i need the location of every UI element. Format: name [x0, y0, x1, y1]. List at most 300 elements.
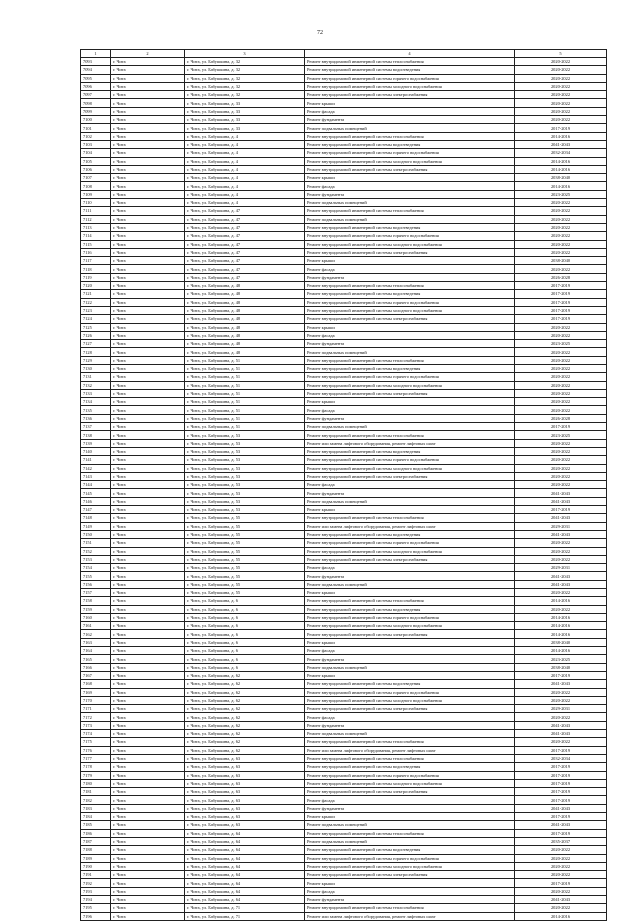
row-number-cell: 7187: [81, 837, 111, 845]
address-cell: г. Чита, ул. Бабушкина, д. 33: [185, 107, 305, 115]
table-row: [81, 837, 607, 845]
municipality-cell: г. Чита: [111, 813, 185, 821]
table-row: [81, 215, 607, 223]
period-cell: 2041-2043: [515, 514, 607, 522]
work-type-cell: Ремонт внутридомовой инженерной системы водоотведения: [305, 680, 515, 688]
row-number-cell: 7161: [81, 622, 111, 630]
period-cell: 2017-2019: [515, 771, 607, 779]
table-body: [81, 58, 607, 921]
work-type-cell: Ремонт фундамента: [305, 721, 515, 729]
municipality-cell: г. Чита: [111, 223, 185, 231]
address-cell: г. Чита, ул. Бабушкина, д. 48: [185, 298, 305, 306]
municipality-cell: г. Чита: [111, 140, 185, 148]
period-cell: 2020-2022: [515, 846, 607, 854]
municipality-cell: г. Чита: [111, 207, 185, 215]
table-row: [81, 580, 607, 588]
table-row: [81, 414, 607, 422]
address-cell: г. Чита, ул. Бабушкина, д. 48: [185, 282, 305, 290]
row-number-cell: 7184: [81, 813, 111, 821]
work-type-cell: Ремонт внутридомовой инженерной системы электроснабжения: [305, 389, 515, 397]
table-row: [81, 232, 607, 240]
address-cell: г. Чита, ул. Бабушкина, д. 51: [185, 389, 305, 397]
row-number-cell: 7099: [81, 107, 111, 115]
row-number-cell: 7189: [81, 854, 111, 862]
address-cell: г. Чита, ул. Бабушкина, д. 62: [185, 688, 305, 696]
address-cell: г. Чита, ул. Бабушкина, д. 48: [185, 306, 305, 314]
municipality-cell: г. Чита: [111, 879, 185, 887]
work-type-cell: Ремонт фундамента: [305, 273, 515, 281]
work-type-cell: Ремонт внутридомовой инженерной системы холодного водоснабжения: [305, 240, 515, 248]
work-type-cell: Ремонт внутридомовой инженерной системы холодного водоснабжения: [305, 622, 515, 630]
work-type-cell: Ремонт внутридомовой инженерной системы холодного водоснабжения: [305, 547, 515, 555]
work-type-cell: Ремонт подвальных помещений: [305, 730, 515, 738]
period-cell: 2041-2043: [515, 895, 607, 903]
work-type-cell: Ремонт фасада: [305, 713, 515, 721]
municipality-cell: г. Чита: [111, 124, 185, 132]
address-cell: г. Чита, ул. Бабушкина, д. 63: [185, 813, 305, 821]
municipality-cell: г. Чита: [111, 754, 185, 762]
period-cell: 2041-2043: [515, 530, 607, 538]
work-type-cell: Ремонт внутридомовой инженерной системы теплоснабжения: [305, 597, 515, 605]
work-type-cell: Ремонт фасада: [305, 564, 515, 572]
municipality-cell: г. Чита: [111, 323, 185, 331]
municipality-cell: г. Чита: [111, 282, 185, 290]
period-cell: 2020-2022: [515, 539, 607, 547]
work-type-cell: Ремонт внутридомовой инженерной системы горячего водоснабжения: [305, 613, 515, 621]
municipality-cell: г. Чита: [111, 564, 185, 572]
municipality-cell: г. Чита: [111, 481, 185, 489]
table-row: [81, 290, 607, 298]
work-type-cell: Ремонт фасада: [305, 481, 515, 489]
period-cell: 2017-2019: [515, 124, 607, 132]
work-type-cell: Ремонт фундамента: [305, 340, 515, 348]
row-number-cell: 7106: [81, 165, 111, 173]
municipality-cell: г. Чита: [111, 464, 185, 472]
work-type-cell: Ремонт внутридомовой инженерной системы теплоснабжения: [305, 431, 515, 439]
address-cell: г. Чита, ул. Бабушкина, д. 51: [185, 356, 305, 364]
row-number-cell: 7185: [81, 821, 111, 829]
municipality-cell: г. Чита: [111, 331, 185, 339]
work-type-cell: Ремонт внутридомовой инженерной системы холодного водоснабжения: [305, 381, 515, 389]
work-type-cell: Ремонт подвальных помещений: [305, 199, 515, 207]
row-number-cell: 7166: [81, 663, 111, 671]
row-number-cell: 7176: [81, 746, 111, 754]
municipality-cell: г. Чита: [111, 182, 185, 190]
municipality-cell: г. Чита: [111, 248, 185, 256]
address-cell: г. Чита, ул. Бабушкина, д. 51: [185, 373, 305, 381]
address-cell: г. Чита, ул. Бабушкина, д. 55: [185, 514, 305, 522]
address-cell: г. Чита, ул. Бабушкина, д. 6: [185, 622, 305, 630]
address-cell: г. Чита, ул. Бабушкина, д. 64: [185, 829, 305, 837]
table-row: [81, 140, 607, 148]
address-cell: г. Чита, ул. Бабушкина, д. 6: [185, 655, 305, 663]
work-type-cell: Ремонт или замена лифтового оборудования, ремонт лифтовых шахт: [305, 912, 515, 920]
row-number-cell: 7126: [81, 331, 111, 339]
row-number-cell: 7122: [81, 298, 111, 306]
period-cell: 2041-2043: [515, 804, 607, 812]
address-cell: г. Чита, ул. Бабушкина, д. 32: [185, 66, 305, 74]
row-number-cell: 7134: [81, 398, 111, 406]
table-row: [81, 124, 607, 132]
table-row: [81, 406, 607, 414]
row-number-cell: 7093: [81, 58, 111, 66]
address-cell: г. Чита, ул. Бабушкина, д. 62: [185, 730, 305, 738]
row-number-cell: 7155: [81, 572, 111, 580]
address-cell: г. Чита, ул. Бабушкина, д. 53: [185, 489, 305, 497]
column-header: 5: [515, 50, 607, 58]
work-type-cell: Ремонт крыши: [305, 879, 515, 887]
municipality-cell: г. Чита: [111, 506, 185, 514]
table-row: [81, 481, 607, 489]
address-cell: г. Чита, ул. Бабушкина, д. 47: [185, 215, 305, 223]
address-cell: г. Чита, ул. Бабушкина, д. 53: [185, 456, 305, 464]
row-number-cell: 7177: [81, 754, 111, 762]
row-number-cell: 7098: [81, 99, 111, 107]
municipality-cell: г. Чита: [111, 306, 185, 314]
municipality-cell: г. Чита: [111, 364, 185, 372]
table-row: [81, 157, 607, 165]
work-type-cell: Ремонт внутридомовой инженерной системы водоотведения: [305, 530, 515, 538]
municipality-cell: г. Чита: [111, 613, 185, 621]
period-cell: 2020-2022: [515, 887, 607, 895]
table-row: [81, 207, 607, 215]
period-cell: 2020-2022: [515, 456, 607, 464]
period-cell: 2017-2019: [515, 763, 607, 771]
municipality-cell: г. Чита: [111, 522, 185, 530]
period-cell: 2014-2016: [515, 613, 607, 621]
address-cell: г. Чита, ул. Бабушкина, д. 55: [185, 580, 305, 588]
municipality-cell: г. Чита: [111, 647, 185, 655]
row-number-cell: 7101: [81, 124, 111, 132]
address-cell: г. Чита, ул. Бабушкина, д. 63: [185, 763, 305, 771]
address-cell: г. Чита, ул. Бабушкина, д. 63: [185, 788, 305, 796]
work-type-cell: Ремонт подвальных помещений: [305, 821, 515, 829]
work-type-cell: Ремонт крыши: [305, 671, 515, 679]
address-cell: г. Чита, ул. Бабушкина, д. 48: [185, 315, 305, 323]
table-row: [81, 829, 607, 837]
municipality-cell: г. Чита: [111, 862, 185, 870]
work-type-cell: Ремонт внутридомовой инженерной системы холодного водоснабжения: [305, 862, 515, 870]
municipality-cell: г. Чита: [111, 190, 185, 198]
address-cell: г. Чита, ул. Бабушкина, д. 32: [185, 82, 305, 90]
table-row: [81, 862, 607, 870]
municipality-cell: г. Чита: [111, 215, 185, 223]
address-cell: г. Чита, ул. Бабушкина, д. 55: [185, 522, 305, 530]
work-type-cell: Ремонт крыши: [305, 174, 515, 182]
period-cell: 2035-2037: [515, 837, 607, 845]
period-cell: 2017-2019: [515, 829, 607, 837]
row-number-cell: 7145: [81, 489, 111, 497]
address-cell: г. Чита, ул. Бабушкина, д. 51: [185, 398, 305, 406]
row-number-cell: 7173: [81, 721, 111, 729]
table-row: [81, 273, 607, 281]
table-row: [81, 381, 607, 389]
row-number-cell: 7114: [81, 232, 111, 240]
table-row: [81, 190, 607, 198]
table-row: [81, 871, 607, 879]
period-cell: 2020-2022: [515, 107, 607, 115]
municipality-cell: г. Чита: [111, 174, 185, 182]
work-type-cell: Ремонт внутридомовой инженерной системы электроснабжения: [305, 788, 515, 796]
table-row: [81, 895, 607, 903]
row-number-cell: 7111: [81, 207, 111, 215]
table-row: [81, 530, 607, 538]
municipality-cell: г. Чита: [111, 539, 185, 547]
municipality-cell: г. Чита: [111, 622, 185, 630]
municipality-cell: г. Чита: [111, 298, 185, 306]
row-number-cell: 7181: [81, 788, 111, 796]
table-row: [81, 539, 607, 547]
municipality-cell: г. Чита: [111, 232, 185, 240]
table-row: [81, 149, 607, 157]
address-cell: г. Чита, ул. Бабушкина, д. 51: [185, 423, 305, 431]
work-type-cell: Ремонт подвальных помещений: [305, 124, 515, 132]
period-cell: 2041-2043: [515, 680, 607, 688]
address-cell: г. Чита, ул. Бабушкина, д. 63: [185, 796, 305, 804]
address-cell: г. Чита, ул. Бабушкина, д. 6: [185, 647, 305, 655]
table-row: [81, 663, 607, 671]
period-cell: 2020-2022: [515, 389, 607, 397]
municipality-cell: г. Чита: [111, 589, 185, 597]
row-number-cell: 7108: [81, 182, 111, 190]
municipality-cell: г. Чита: [111, 779, 185, 787]
municipality-cell: г. Чита: [111, 738, 185, 746]
address-cell: г. Чита, ул. Бабушкина, д. 32: [185, 91, 305, 99]
work-type-cell: Ремонт внутридомовой инженерной системы теплоснабжения: [305, 904, 515, 912]
address-cell: г. Чита, ул. Бабушкина, д. 55: [185, 555, 305, 563]
work-type-cell: Ремонт внутридомовой инженерной системы горячего водоснабжения: [305, 854, 515, 862]
table-row: [81, 506, 607, 514]
work-type-cell: Ремонт внутридомовой инженерной системы электроснабжения: [305, 555, 515, 563]
row-number-cell: 7195: [81, 904, 111, 912]
work-type-cell: Ремонт внутридомовой инженерной системы электроснабжения: [305, 630, 515, 638]
period-cell: 2020-2022: [515, 91, 607, 99]
municipality-cell: г. Чита: [111, 912, 185, 920]
table-row: [81, 630, 607, 638]
municipality-cell: г. Чита: [111, 655, 185, 663]
work-type-cell: Ремонт фундамента: [305, 190, 515, 198]
period-cell: 2017-2019: [515, 671, 607, 679]
work-type-cell: Ремонт фасада: [305, 265, 515, 273]
municipality-cell: г. Чита: [111, 895, 185, 903]
municipality-cell: г. Чита: [111, 721, 185, 729]
table-row: [81, 58, 607, 66]
address-cell: г. Чита, ул. Бабушкина, д. 55: [185, 572, 305, 580]
period-cell: 2023-2025: [515, 655, 607, 663]
column-header: 1: [81, 50, 111, 58]
period-cell: 2020-2022: [515, 472, 607, 480]
row-number-cell: 7141: [81, 456, 111, 464]
work-type-cell: Ремонт фундамента: [305, 116, 515, 124]
table-row: [81, 66, 607, 74]
table-row: [81, 323, 607, 331]
work-type-cell: Ремонт внутридомовой инженерной системы теплоснабжения: [305, 738, 515, 746]
period-cell: 2017-2019: [515, 788, 607, 796]
municipality-cell: г. Чита: [111, 605, 185, 613]
period-cell: 2017-2019: [515, 879, 607, 887]
row-number-cell: 7121: [81, 290, 111, 298]
address-cell: г. Чита, ул. Бабушкина, д. 53: [185, 439, 305, 447]
period-cell: 2020-2022: [515, 871, 607, 879]
period-cell: 2020-2022: [515, 323, 607, 331]
row-number-cell: 7096: [81, 82, 111, 90]
row-number-cell: 7158: [81, 597, 111, 605]
period-cell: 2038-2040: [515, 174, 607, 182]
address-cell: г. Чита, ул. Бабушкина, д. 55: [185, 547, 305, 555]
row-number-cell: 7123: [81, 306, 111, 314]
address-cell: г. Чита, ул. Бабушкина, д. 63: [185, 804, 305, 812]
address-cell: г. Чита, ул. Бабушкина, д. 48: [185, 323, 305, 331]
address-cell: г. Чита, ул. Бабушкина, д. 71: [185, 904, 305, 912]
table-row: [81, 605, 607, 613]
column-header: 4: [305, 50, 515, 58]
row-number-cell: 7167: [81, 671, 111, 679]
address-cell: г. Чита, ул. Бабушкина, д. 64: [185, 854, 305, 862]
work-type-cell: Ремонт крыши: [305, 638, 515, 646]
address-cell: г. Чита, ул. Бабушкина, д. 6: [185, 605, 305, 613]
table-header: [81, 50, 607, 58]
row-number-cell: 7131: [81, 373, 111, 381]
table-row: [81, 779, 607, 787]
municipality-cell: г. Чита: [111, 472, 185, 480]
address-cell: г. Чита, ул. Бабушкина, д. 4: [185, 157, 305, 165]
period-cell: 2023-2025: [515, 340, 607, 348]
municipality-cell: г. Чита: [111, 630, 185, 638]
period-cell: 2020-2022: [515, 464, 607, 472]
page-number: 72: [317, 30, 323, 36]
table-row: [81, 647, 607, 655]
table-row: [81, 904, 607, 912]
address-cell: г. Чита, ул. Бабушкина, д. 55: [185, 530, 305, 538]
row-number-cell: 7148: [81, 514, 111, 522]
address-cell: г. Чита, ул. Бабушкина, д. 47: [185, 248, 305, 256]
municipality-cell: г. Чита: [111, 846, 185, 854]
row-number-cell: 7140: [81, 447, 111, 455]
period-cell: 2017-2019: [515, 290, 607, 298]
period-cell: 2017-2019: [515, 796, 607, 804]
row-number-cell: 7133: [81, 389, 111, 397]
address-cell: г. Чита, ул. Бабушкина, д. 4: [185, 132, 305, 140]
work-type-cell: Ремонт фасада: [305, 182, 515, 190]
period-cell: 2020-2022: [515, 265, 607, 273]
row-number-cell: 7095: [81, 74, 111, 82]
row-number-cell: 7128: [81, 348, 111, 356]
table-row: [81, 364, 607, 372]
row-number-cell: 7160: [81, 613, 111, 621]
address-cell: г. Чита, ул. Бабушкина, д. 71: [185, 912, 305, 920]
period-cell: 2014-2016: [515, 622, 607, 630]
table-row: [81, 257, 607, 265]
period-cell: 2032-2034: [515, 149, 607, 157]
work-type-cell: Ремонт внутридомовой инженерной системы электроснабжения: [305, 165, 515, 173]
work-type-cell: Ремонт или замена лифтового оборудования, ремонт лифтовых шахт: [305, 439, 515, 447]
period-cell: 2020-2022: [515, 738, 607, 746]
address-cell: г. Чита, ул. Бабушкина, д. 51: [185, 364, 305, 372]
table-row: [81, 638, 607, 646]
row-number-cell: 7097: [81, 91, 111, 99]
period-cell: 2029-2031: [515, 705, 607, 713]
work-type-cell: Ремонт внутридомовой инженерной системы водоотведения: [305, 763, 515, 771]
address-cell: г. Чита, ул. Бабушкина, д. 63: [185, 821, 305, 829]
address-cell: г. Чита, ул. Бабушкина, д. 33: [185, 116, 305, 124]
address-cell: г. Чита, ул. Бабушкина, д. 53: [185, 481, 305, 489]
address-cell: г. Чита, ул. Бабушкина, д. 6: [185, 663, 305, 671]
period-cell: 2020-2022: [515, 248, 607, 256]
period-cell: 2020-2022: [515, 439, 607, 447]
municipality-cell: г. Чита: [111, 829, 185, 837]
period-cell: 2020-2022: [515, 99, 607, 107]
row-number-cell: 7168: [81, 680, 111, 688]
work-type-cell: Ремонт внутридомовой инженерной системы водоотведения: [305, 447, 515, 455]
table-row: [81, 248, 607, 256]
row-number-cell: 7165: [81, 655, 111, 663]
municipality-cell: г. Чита: [111, 555, 185, 563]
period-cell: 2020-2022: [515, 547, 607, 555]
municipality-cell: г. Чита: [111, 746, 185, 754]
period-cell: 2020-2022: [515, 713, 607, 721]
municipality-cell: г. Чита: [111, 580, 185, 588]
row-number-cell: 7135: [81, 406, 111, 414]
header-row: [81, 50, 607, 58]
table-row: [81, 174, 607, 182]
row-number-cell: 7104: [81, 149, 111, 157]
municipality-cell: г. Чита: [111, 730, 185, 738]
period-cell: 2041-2043: [515, 497, 607, 505]
period-cell: 2017-2019: [515, 282, 607, 290]
row-number-cell: 7174: [81, 730, 111, 738]
period-cell: 2014-2016: [515, 132, 607, 140]
work-type-cell: Ремонт внутридомовой инженерной системы электроснабжения: [305, 315, 515, 323]
row-number-cell: 7162: [81, 630, 111, 638]
row-number-cell: 7164: [81, 647, 111, 655]
work-type-cell: Ремонт внутридомовой инженерной системы горячего водоснабжения: [305, 74, 515, 82]
work-type-cell: Ремонт внутридомовой инженерной системы электроснабжения: [305, 248, 515, 256]
address-cell: г. Чита, ул. Бабушкина, д. 64: [185, 837, 305, 845]
table-row: [81, 522, 607, 530]
work-type-cell: Ремонт внутридомовой инженерной системы водоотведения: [305, 223, 515, 231]
work-type-cell: Ремонт фундамента: [305, 572, 515, 580]
municipality-cell: г. Чита: [111, 132, 185, 140]
row-number-cell: 7112: [81, 215, 111, 223]
table-row: [81, 439, 607, 447]
row-number-cell: 7132: [81, 381, 111, 389]
municipality-cell: г. Чита: [111, 713, 185, 721]
work-type-cell: Ремонт внутридомовой инженерной системы горячего водоснабжения: [305, 298, 515, 306]
address-cell: г. Чита, ул. Бабушкина, д. 64: [185, 846, 305, 854]
table-row: [81, 688, 607, 696]
table-row: [81, 389, 607, 397]
table-row: [81, 348, 607, 356]
row-number-cell: 7110: [81, 199, 111, 207]
address-cell: г. Чита, ул. Бабушкина, д. 51: [185, 381, 305, 389]
row-number-cell: 7100: [81, 116, 111, 124]
municipality-cell: г. Чита: [111, 671, 185, 679]
work-type-cell: Ремонт внутридомовой инженерной системы теплоснабжения: [305, 829, 515, 837]
period-cell: 2041-2043: [515, 580, 607, 588]
work-type-cell: Ремонт внутридомовой инженерной системы водоотведения: [305, 290, 515, 298]
row-number-cell: 7186: [81, 829, 111, 837]
address-cell: г. Чита, ул. Бабушкина, д. 6: [185, 613, 305, 621]
table-row: [81, 74, 607, 82]
municipality-cell: г. Чита: [111, 149, 185, 157]
address-cell: г. Чита, ул. Бабушкина, д. 53: [185, 464, 305, 472]
address-cell: г. Чита, ул. Бабушкина, д. 55: [185, 539, 305, 547]
row-number-cell: 7192: [81, 879, 111, 887]
municipality-cell: г. Чита: [111, 58, 185, 66]
address-cell: г. Чита, ул. Бабушкина, д. 32: [185, 58, 305, 66]
address-cell: г. Чита, ул. Бабушкина, д. 53: [185, 472, 305, 480]
row-number-cell: 7170: [81, 696, 111, 704]
